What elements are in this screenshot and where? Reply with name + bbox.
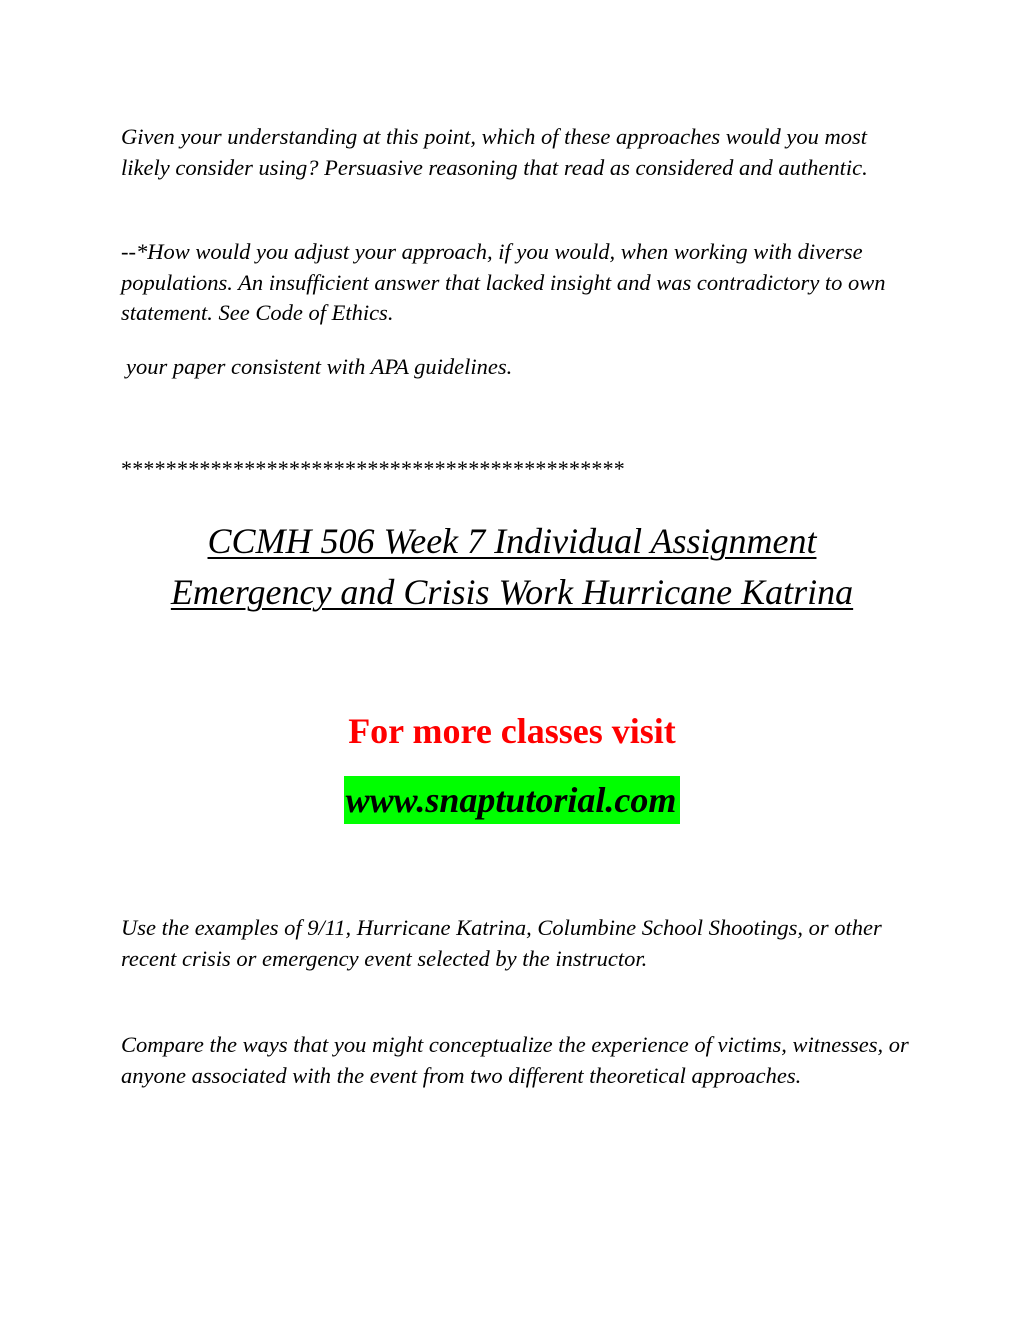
paragraph-diverse-populations: --*How would you adjust your approach, if you would, when working with diverse populations. An insufficient answer that lacked insight and was contradictory to own statement. See Code of Ethics. [121, 239, 886, 325]
paragraph-compare: Compare the ways that you might conceptualize the experience of victims, witnesses, or anyone associated with the event from two different theoretical approaches. [121, 1032, 909, 1088]
title-line-1: CCMH 506 Week 7 Individual Assignment [207, 521, 817, 561]
promo-text: For more classes visit [348, 711, 676, 751]
paragraph-examples: Use the examples of 9/11, Hurricane Katrina, Columbine School Shootings, or other recent crisis or emergency event selected by the instructor. [121, 915, 882, 971]
paragraph-approaches: Given your understanding at this point, which of these approaches would you most likely consider using? Persuasive reasoning that read as considered and authentic. [121, 124, 868, 180]
title-line-2: Emergency and Crisis Work Hurricane Katrina [170, 572, 854, 612]
link-container [0, 776, 1024, 824]
page-title [0, 516, 1024, 618]
paragraph-apa: your paper consistent with APA guidelines. [126, 354, 513, 379]
snaptutorial-link[interactable]: www.snaptutorial.com [344, 776, 681, 824]
separator: ********************************************* [121, 456, 625, 481]
